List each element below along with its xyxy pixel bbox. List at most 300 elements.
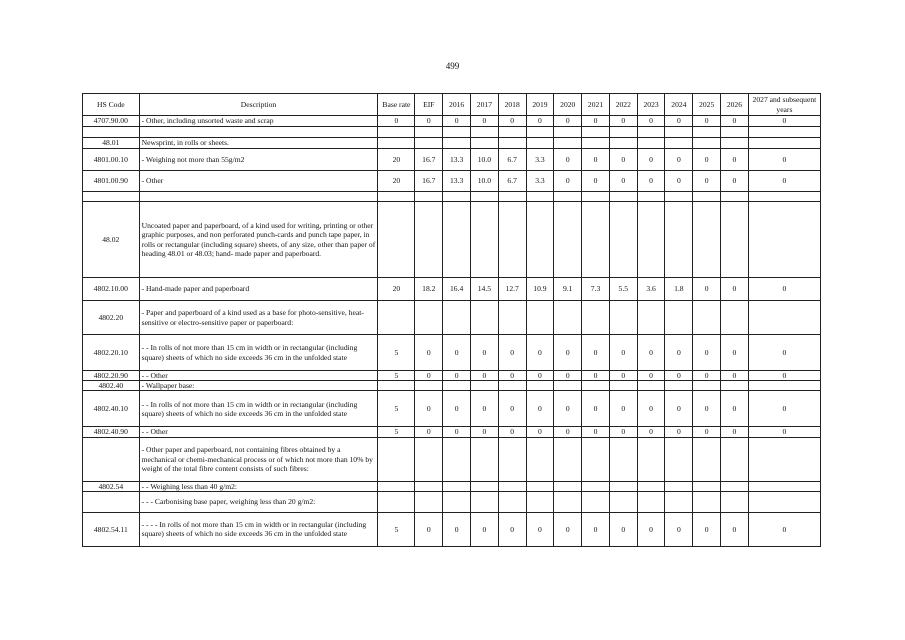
rate-cell: 0: [609, 371, 637, 381]
tariff-schedule-table: [82, 93, 821, 547]
hs-code-cell: 4802.20: [83, 301, 140, 335]
hs-code-cell: 4802.40.10: [83, 391, 140, 427]
rate-cell: 0: [526, 391, 554, 427]
rate-cell: [554, 437, 582, 481]
rate-cell: 0: [748, 391, 820, 427]
col-header-2023: 2023: [637, 94, 665, 116]
rate-cell: [378, 192, 415, 202]
rate-cell: 0: [554, 391, 582, 427]
rate-cell: 0: [526, 371, 554, 381]
description-cell: Uncoated paper and paperboard, of a kind used for writing, printing or other graphic purposes, and non perforated punch-cards and punch tape paper, in rolls or rectangular (including square) sheets, of any size, other than paper of heading 48.01 or 48.03; hand- made paper and paperboard.: [139, 202, 378, 278]
hs-code-cell: [83, 491, 140, 512]
rate-cell: [582, 202, 610, 278]
col-header-base-rate: Base rate: [378, 94, 415, 116]
description-cell: - Other: [139, 171, 378, 192]
rate-cell: 0: [693, 427, 721, 437]
rate-cell: 0: [443, 512, 471, 546]
description-cell: - - Weighing less than 40 g/m2:: [139, 481, 378, 491]
rate-cell: 10.0: [471, 171, 499, 192]
rate-cell: 0: [665, 149, 693, 171]
rate-cell: [721, 481, 749, 491]
rate-cell: [721, 138, 749, 149]
rate-cell: 0: [471, 391, 499, 427]
rate-cell: [693, 437, 721, 481]
rate-cell: 20: [378, 278, 415, 301]
rate-cell: [609, 437, 637, 481]
rate-cell: 14.5: [471, 278, 499, 301]
rate-cell: [415, 437, 443, 481]
rate-cell: [498, 138, 526, 149]
rate-cell: 0: [665, 335, 693, 371]
rate-cell: [415, 202, 443, 278]
col-header-2016: 2016: [443, 94, 471, 116]
hs-code-cell: 48.01: [83, 138, 140, 149]
rate-cell: [554, 192, 582, 202]
rate-cell: [498, 481, 526, 491]
rate-cell: 0: [721, 149, 749, 171]
hs-code-cell: [83, 127, 140, 138]
rate-cell: [554, 202, 582, 278]
rate-cell: 0: [721, 391, 749, 427]
rate-cell: 0: [443, 391, 471, 427]
rate-cell: [443, 481, 471, 491]
rate-cell: 5: [378, 335, 415, 371]
rate-cell: [582, 491, 610, 512]
rate-cell: 13.3: [443, 149, 471, 171]
description-cell: - Other paper and paperboard, not containing fibres obtained by a mechanical or chemi-mechanical process or of which not more than 10% by weight of the total fibre content consists of such fibres:: [139, 437, 378, 481]
description-cell: - Wallpaper base:: [139, 381, 378, 391]
rate-cell: [748, 437, 820, 481]
page-number: 499: [445, 61, 460, 71]
rate-cell: [582, 138, 610, 149]
rate-cell: 0: [609, 149, 637, 171]
table-row: [83, 381, 821, 391]
rate-cell: 0: [471, 512, 499, 546]
rate-cell: 0: [471, 371, 499, 381]
table-row: [83, 391, 821, 427]
rate-cell: 12.7: [498, 278, 526, 301]
rate-cell: 0: [498, 116, 526, 127]
rate-cell: [637, 381, 665, 391]
rate-cell: [609, 192, 637, 202]
rate-cell: [582, 192, 610, 202]
rate-cell: [637, 202, 665, 278]
rate-cell: [582, 301, 610, 335]
rate-cell: 0: [665, 391, 693, 427]
rate-cell: [609, 202, 637, 278]
rate-cell: [443, 381, 471, 391]
rate-cell: [748, 192, 820, 202]
table-row: [83, 171, 821, 192]
table-row: [83, 437, 821, 481]
rate-cell: 0: [526, 116, 554, 127]
hs-code-cell: 4802.54.11: [83, 512, 140, 546]
rate-cell: [498, 301, 526, 335]
hs-code-cell: 4802.20.10: [83, 335, 140, 371]
rate-cell: 0: [609, 171, 637, 192]
table-row: [83, 481, 821, 491]
rate-cell: 3.6: [637, 278, 665, 301]
rate-cell: 0: [637, 371, 665, 381]
rate-cell: 0: [637, 116, 665, 127]
rate-cell: [665, 481, 693, 491]
rate-cell: [554, 127, 582, 138]
rate-cell: 0: [582, 391, 610, 427]
rate-cell: 0: [378, 116, 415, 127]
rate-cell: [415, 192, 443, 202]
rate-cell: [665, 437, 693, 481]
rate-cell: [498, 381, 526, 391]
rate-cell: [609, 127, 637, 138]
col-header-2027-onward: 2027 and subsequent years: [748, 94, 820, 116]
rate-cell: 0: [443, 335, 471, 371]
rate-cell: 0: [748, 512, 820, 546]
rate-cell: 0: [637, 149, 665, 171]
rate-cell: 0: [526, 512, 554, 546]
rate-cell: [665, 127, 693, 138]
rate-cell: 0: [665, 512, 693, 546]
description-cell: Newsprint, in rolls or sheets.: [139, 138, 378, 149]
rate-cell: [637, 192, 665, 202]
rate-cell: 5: [378, 427, 415, 437]
rate-cell: [471, 381, 499, 391]
rate-cell: 10.0: [471, 149, 499, 171]
rate-cell: 0: [582, 512, 610, 546]
table-row: [83, 192, 821, 202]
col-header-hs-code: HS Code: [83, 94, 140, 116]
rate-cell: [665, 381, 693, 391]
rate-cell: 0: [554, 335, 582, 371]
rate-cell: [443, 437, 471, 481]
col-header-2019: 2019: [526, 94, 554, 116]
col-header-2018: 2018: [498, 94, 526, 116]
rate-cell: [693, 202, 721, 278]
hs-code-cell: 4802.10.00: [83, 278, 140, 301]
rate-cell: [721, 491, 749, 512]
rate-cell: [526, 481, 554, 491]
rate-cell: [443, 192, 471, 202]
col-header-2017: 2017: [471, 94, 499, 116]
rate-cell: [554, 381, 582, 391]
hs-code-cell: [83, 192, 140, 202]
table-row: [83, 371, 821, 381]
rate-cell: [471, 192, 499, 202]
rate-cell: [665, 202, 693, 278]
rate-cell: 0: [693, 149, 721, 171]
rate-cell: 0: [443, 427, 471, 437]
table-row: [83, 491, 821, 512]
rate-cell: 0: [526, 335, 554, 371]
rate-cell: 0: [498, 427, 526, 437]
rate-cell: 0: [721, 512, 749, 546]
rate-cell: [554, 491, 582, 512]
rate-cell: [748, 138, 820, 149]
rate-cell: 0: [637, 391, 665, 427]
rate-cell: [637, 138, 665, 149]
rate-cell: 0: [554, 512, 582, 546]
description-cell: - - - - In rolls of not more than 15 cm in width or in rectangular (including square) sheets of which no side exceeds 36 cm in the unfolded state: [139, 512, 378, 546]
rate-cell: [443, 138, 471, 149]
rate-cell: 0: [582, 371, 610, 381]
col-header-2021: 2021: [582, 94, 610, 116]
rate-cell: [526, 192, 554, 202]
rate-cell: [609, 138, 637, 149]
rate-cell: [637, 437, 665, 481]
rate-cell: 0: [721, 427, 749, 437]
rate-cell: [443, 202, 471, 278]
description-cell: - - Other: [139, 427, 378, 437]
rate-cell: [693, 138, 721, 149]
rate-cell: [443, 301, 471, 335]
rate-cell: [526, 127, 554, 138]
hs-code-cell: 4802.40: [83, 381, 140, 391]
rate-cell: [582, 437, 610, 481]
table-row: [83, 335, 821, 371]
rate-cell: 0: [693, 116, 721, 127]
hs-code-cell: 4801.00.10: [83, 149, 140, 171]
rate-cell: 0: [665, 116, 693, 127]
rate-cell: [637, 301, 665, 335]
rate-cell: [415, 138, 443, 149]
table-row: [83, 427, 821, 437]
description-cell: - - - Carbonising base paper, weighing less than 20 g/m2:: [139, 491, 378, 512]
rate-cell: [378, 481, 415, 491]
rate-cell: 0: [665, 171, 693, 192]
rate-cell: [498, 202, 526, 278]
rate-cell: 0: [526, 427, 554, 437]
rate-cell: 0: [609, 335, 637, 371]
rate-cell: 0: [637, 512, 665, 546]
rate-cell: 0: [415, 335, 443, 371]
rate-cell: 0: [609, 512, 637, 546]
rate-cell: [748, 202, 820, 278]
rate-cell: [609, 381, 637, 391]
rate-cell: 0: [637, 171, 665, 192]
rate-cell: 0: [582, 427, 610, 437]
col-header-description: Description: [139, 94, 378, 116]
rate-cell: [582, 481, 610, 491]
table-row: [83, 512, 821, 546]
rate-cell: 0: [721, 335, 749, 371]
description-cell: - - In rolls of not more than 15 cm in width or in rectangular (including square) sheets of which no side exceeds 36 cm in the unfolded state: [139, 335, 378, 371]
rate-cell: 0: [748, 116, 820, 127]
rate-cell: [554, 481, 582, 491]
rate-cell: [748, 127, 820, 138]
rate-cell: 0: [721, 171, 749, 192]
rate-cell: 0: [693, 512, 721, 546]
rate-cell: [554, 138, 582, 149]
rate-cell: [748, 481, 820, 491]
description-cell: - Weighing not more than 55g/m2: [139, 149, 378, 171]
rate-cell: 0: [748, 335, 820, 371]
rate-cell: 1.8: [665, 278, 693, 301]
rate-cell: [471, 437, 499, 481]
rate-cell: 16.7: [415, 149, 443, 171]
rate-cell: 0: [554, 149, 582, 171]
col-header-2026: 2026: [721, 94, 749, 116]
rate-cell: [443, 491, 471, 512]
rate-cell: 16.4: [443, 278, 471, 301]
rate-cell: [721, 127, 749, 138]
rate-cell: 0: [443, 371, 471, 381]
rate-cell: [471, 138, 499, 149]
rate-cell: [498, 437, 526, 481]
rate-cell: [665, 138, 693, 149]
rate-cell: 0: [554, 171, 582, 192]
table-header-row: [83, 94, 821, 116]
rate-cell: 5: [378, 512, 415, 546]
rate-cell: 0: [721, 371, 749, 381]
rate-cell: 0: [471, 335, 499, 371]
rate-cell: 0: [554, 371, 582, 381]
table-row: [83, 202, 821, 278]
rate-cell: [721, 301, 749, 335]
rate-cell: [721, 381, 749, 391]
rate-cell: 0: [748, 171, 820, 192]
rate-cell: 5: [378, 371, 415, 381]
description-cell: [139, 192, 378, 202]
rate-cell: [378, 491, 415, 512]
rate-cell: 0: [498, 512, 526, 546]
rate-cell: [665, 491, 693, 512]
rate-cell: [415, 491, 443, 512]
rate-cell: [693, 192, 721, 202]
hs-code-cell: 4801.00.90: [83, 171, 140, 192]
rate-cell: [471, 491, 499, 512]
rate-cell: [378, 127, 415, 138]
rate-cell: 0: [582, 149, 610, 171]
rate-cell: 0: [609, 427, 637, 437]
rate-cell: [693, 127, 721, 138]
hs-code-cell: [83, 437, 140, 481]
rate-cell: [378, 301, 415, 335]
rate-cell: [378, 437, 415, 481]
rate-cell: [526, 437, 554, 481]
table-row: [83, 301, 821, 335]
hs-code-cell: 4802.40.90: [83, 427, 140, 437]
rate-cell: 3.3: [526, 171, 554, 192]
rate-cell: 0: [693, 278, 721, 301]
rate-cell: 0: [582, 335, 610, 371]
rate-cell: 0: [721, 116, 749, 127]
rate-cell: 5: [378, 391, 415, 427]
rate-cell: 0: [748, 427, 820, 437]
rate-cell: [637, 481, 665, 491]
rate-cell: [748, 301, 820, 335]
rate-cell: [609, 481, 637, 491]
rate-cell: [498, 192, 526, 202]
rate-cell: [443, 127, 471, 138]
rate-cell: [471, 481, 499, 491]
rate-cell: [471, 127, 499, 138]
description-cell: - Hand-made paper and paperboard: [139, 278, 378, 301]
rate-cell: 0: [554, 116, 582, 127]
description-cell: - Other, including unsorted waste and scrap: [139, 116, 378, 127]
rate-cell: 0: [637, 335, 665, 371]
rate-cell: [554, 301, 582, 335]
rate-cell: [637, 127, 665, 138]
rate-cell: 0: [748, 278, 820, 301]
description-cell: [139, 127, 378, 138]
rate-cell: 0: [609, 116, 637, 127]
rate-cell: [748, 381, 820, 391]
rate-cell: 0: [443, 116, 471, 127]
rate-cell: [415, 127, 443, 138]
col-header-2022: 2022: [609, 94, 637, 116]
rate-cell: 0: [471, 427, 499, 437]
rate-cell: 0: [748, 371, 820, 381]
rate-cell: 0: [693, 391, 721, 427]
rate-cell: 3.3: [526, 149, 554, 171]
rate-cell: [748, 491, 820, 512]
rate-cell: [526, 491, 554, 512]
rate-cell: 0: [582, 116, 610, 127]
rate-cell: 0: [471, 116, 499, 127]
rate-cell: 16.7: [415, 171, 443, 192]
rate-cell: [526, 381, 554, 391]
rate-cell: 0: [665, 427, 693, 437]
description-cell: - Paper and paperboard of a kind used as a base for photo-sensitive, heat-sensitive or electro-sensitive paper or paperboard:: [139, 301, 378, 335]
rate-cell: 0: [554, 427, 582, 437]
rate-cell: [721, 202, 749, 278]
rate-cell: 0: [498, 391, 526, 427]
col-header-2025: 2025: [693, 94, 721, 116]
rate-cell: [471, 301, 499, 335]
hs-code-cell: 48.02: [83, 202, 140, 278]
description-cell: - - In rolls of not more than 15 cm in width or in rectangular (including square) sheets of which no side exceeds 36 cm in the unfolded state: [139, 391, 378, 427]
hs-code-cell: 4802.20.90: [83, 371, 140, 381]
rate-cell: [378, 202, 415, 278]
hs-code-cell: 4802.54: [83, 481, 140, 491]
rate-cell: [582, 381, 610, 391]
col-header-2020: 2020: [554, 94, 582, 116]
rate-cell: 20: [378, 171, 415, 192]
rate-cell: [693, 381, 721, 391]
rate-cell: [471, 202, 499, 278]
rate-cell: [721, 437, 749, 481]
rate-cell: 0: [748, 149, 820, 171]
rate-cell: [665, 301, 693, 335]
rate-cell: 0: [415, 391, 443, 427]
table-row: [83, 278, 821, 301]
rate-cell: 18.2: [415, 278, 443, 301]
rate-cell: 0: [693, 171, 721, 192]
rate-cell: [609, 491, 637, 512]
rate-cell: 0: [693, 335, 721, 371]
rate-cell: [378, 138, 415, 149]
rate-cell: [665, 192, 693, 202]
rate-cell: [415, 301, 443, 335]
rate-cell: [609, 301, 637, 335]
rate-cell: 6.7: [498, 149, 526, 171]
rate-cell: 5.5: [609, 278, 637, 301]
rate-cell: [693, 301, 721, 335]
table-row: [83, 127, 821, 138]
rate-cell: 0: [637, 427, 665, 437]
rate-cell: [637, 491, 665, 512]
rate-cell: [721, 192, 749, 202]
col-header-2024: 2024: [665, 94, 693, 116]
rate-cell: 0: [498, 371, 526, 381]
rate-cell: [498, 127, 526, 138]
rate-cell: [415, 381, 443, 391]
rate-cell: 0: [415, 512, 443, 546]
hs-code-cell: 4707.90.00: [83, 116, 140, 127]
rate-cell: 10.9: [526, 278, 554, 301]
rate-cell: 0: [415, 371, 443, 381]
rate-cell: [526, 202, 554, 278]
table-row: [83, 138, 821, 149]
